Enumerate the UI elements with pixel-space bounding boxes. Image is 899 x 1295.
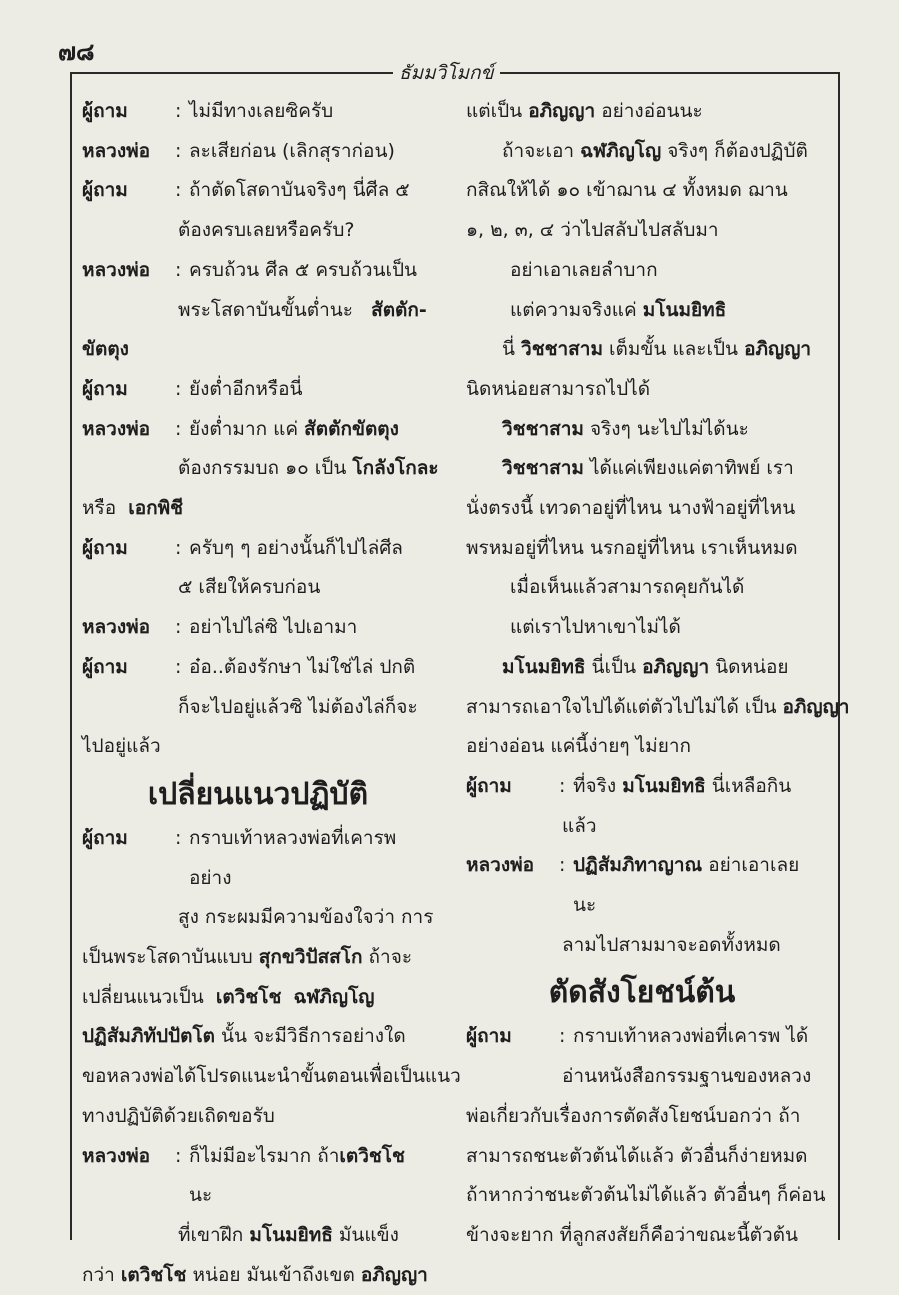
dialogue-text: ก็ไม่มีอะไรมาก ถ้าเตวิชโช นะ xyxy=(189,1144,405,1207)
dialogue-continuation: เปลี่ยนแนวเป็น เตวิชโช ฉฬภิญโญ xyxy=(82,985,375,1008)
left-column xyxy=(82,92,461,1295)
bold-term: อภิญญา xyxy=(782,695,850,718)
paragraph-line: ถ้าจะเอา ฉฬภิญโญ จริงๆ ก็ต้องปฏิบัติ xyxy=(502,139,808,162)
bold-term: ฉฬภิญโญ xyxy=(580,139,662,162)
bold-term: โกลังโกละ xyxy=(352,457,439,480)
dialogue-continuation: ทางปฏิบัติด้วยเถิดขอรับ xyxy=(82,1104,275,1127)
dialogue-line: หลวงพ่อ : ครบถ้วน ศีล ๕ ครบถ้วนเป็น xyxy=(82,251,434,291)
dialogue-line: หลวงพ่อ : ก็ไม่มีอะไรมาก ถ้าเตวิชโช นะ xyxy=(82,1137,434,1216)
paragraph-line: มโนมยิทธิ นี่เป็น อภิญญา นิดหน่อย xyxy=(502,655,789,678)
bold-term: มโนมยิทธิ xyxy=(622,774,706,797)
dialogue-text: ถ้าตัดโสดาบันจริงๆ นี่ศีล ๕ xyxy=(189,179,410,202)
paragraph-line: แต่เป็น อภิญญา อย่างอ่อนนะ xyxy=(466,100,703,122)
bold-term: มโนมยิทธิ xyxy=(502,655,586,678)
bold-term: อภิญญา xyxy=(744,338,812,361)
speaker-label: ผู้ถาม xyxy=(466,774,512,797)
paragraph-line: นั่งตรงนี้ เทวดาอยู่ที่ไหน นางฟ้าอยู่ที่ไหน xyxy=(466,497,796,520)
bold-term: อภิญญา xyxy=(360,1263,428,1286)
bold-term: วิชชาสาม xyxy=(502,457,584,480)
dialogue-line: ผู้ถาม : ที่จริง มโนมยิทธิ นี่เหลือกิน xyxy=(466,767,818,807)
dialogue-continuation: พระโสดาบันขั้นต่ำนะ สัตตัก- xyxy=(178,298,427,321)
bold-term: สุกขวิปัสสโก xyxy=(258,946,363,969)
bold-term: อภิญญา xyxy=(642,655,710,678)
bold-term: สัตตัก- xyxy=(371,298,427,321)
dialogue-text: กราบเท้าหลวงพ่อที่เคารพอย่าง xyxy=(189,826,397,889)
dialogue-continuation: แล้ว xyxy=(562,814,597,837)
dialogue-line: ผู้ถาม : กราบเท้าหลวงพ่อที่เคารพอย่าง xyxy=(82,819,434,898)
dialogue-text: ที่จริง มโนมยิทธิ นี่เหลือกิน xyxy=(573,774,792,797)
dialogue-continuation xyxy=(82,330,434,370)
bold-term: สัตตักขัตตุง xyxy=(304,417,399,440)
paragraph-line: แต่ความจริงแค่ มโนมยิทธิ xyxy=(510,298,727,321)
dialogue-continuation: สูง กระผมมีความข้องใจว่า การ xyxy=(178,906,434,929)
dialogue-text: ไม่มีทางเลยซิครับ xyxy=(189,100,334,122)
dialogue-line: หลวงพ่อ : ปฏิสัมภิทาญาณ อย่าเอาเลยนะ xyxy=(466,846,818,925)
dialogue-text: อ๋อ..ต้องรักษา ไม่ใช่ไล่ ปกติ xyxy=(189,655,416,678)
dialogue-continuation: พ่อเกี่ยวกับเรื่องการตัดสังโยชน์บอกว่า ถ้า xyxy=(466,1104,801,1127)
dialogue-line: ผู้ถาม : ถ้าตัดโสดาบันจริงๆ นี่ศีล ๕ xyxy=(82,171,434,211)
dialogue-line: ผู้ถาม : อ๋อ..ต้องรักษา ไม่ใช่ไล่ ปกติ xyxy=(82,648,434,688)
speaker-label: หลวงพ่อ xyxy=(466,854,535,877)
speaker-label: หลวงพ่อ xyxy=(82,258,151,281)
bold-term: มโนมยิทธิ xyxy=(249,1223,333,1246)
dialogue-line: หลวงพ่อ : อย่าไปไล่ซิ ไปเอามา xyxy=(82,608,434,648)
speaker-label: ผู้ถาม xyxy=(82,179,128,202)
dialogue-line: หลวงพ่อ : ละเสียก่อน (เลิกสุราก่อน) xyxy=(82,132,434,172)
dialogue-line: ผู้ถาม : กราบเท้าหลวงพ่อที่เคารพ ได้ xyxy=(466,1017,818,1057)
dialogue-text: ยังต่ำอีกหรือนี่ xyxy=(189,377,303,400)
dialogue-text: ละเสียก่อน (เลิกสุราก่อน) xyxy=(189,139,395,162)
dialogue-continuation: ถ้าหากว่าชนะตัวต้นไม่ได้แล้ว ตัวอื่นๆ ก็ค่อน xyxy=(466,1184,826,1207)
section-heading: เปลี่ยนแนวปฏิบัติ xyxy=(147,776,369,812)
dialogue-text: ครับๆ ๆ อย่างนั้นก็ไปไล่ศีล xyxy=(189,536,403,559)
dialogue-continuation: ที่เขาฝึก มโนมยิทธิ มันแข็ง xyxy=(178,1223,399,1246)
bold-term: เตวิชโช xyxy=(339,1144,405,1167)
dialogue-line: ผู้ถาม : ครับๆ ๆ อย่างนั้นก็ไปไล่ศีล xyxy=(82,529,434,569)
bold-term: ปฏิสัมภิทาญาณ xyxy=(573,854,703,877)
bold-term: เอกพิชี xyxy=(128,497,184,520)
speaker-label: ผู้ถาม xyxy=(466,1025,512,1048)
dialogue-text: ครบถ้วน ศีล ๕ ครบถ้วนเป็น xyxy=(189,258,418,281)
paragraph-line: อย่าเอาเลยลำบาก xyxy=(510,258,658,281)
bold-term: วิชชาสาม xyxy=(521,338,603,361)
bold-term: วิชชาสาม xyxy=(502,417,584,440)
dialogue-continuation: เป็นพระโสดาบันแบบ สุกขวิปัสสโก ถ้าจะ xyxy=(82,946,413,969)
dialogue-continuation: กว่า เตวิชโช หน่อย มันเข้าถึงเขต อภิญญา xyxy=(82,1263,428,1286)
right-column xyxy=(466,92,850,1256)
paragraph-line: กสิณให้ได้ ๑๐ เข้าฌาน ๔ ทั้งหมด ฌาน xyxy=(466,179,788,202)
speaker-label: ผู้ถาม xyxy=(82,655,128,678)
bold-term: ขัตตุง xyxy=(82,338,129,361)
dialogue-continuation: ขอหลวงพ่อได้โปรดแนะนำขั้นตอนเพื่อเป็นแนว xyxy=(82,1065,461,1088)
page-number: ๗๘ xyxy=(58,38,95,66)
dialogue-continuation: ๕ เสียให้ครบก่อน xyxy=(178,576,321,599)
paragraph-line: ๑, ๒, ๓, ๔ ว่าไปสลับไปสลับมา xyxy=(466,219,719,242)
speaker-label: ผู้ถาม xyxy=(82,536,128,559)
running-header: ธัมมวิโมกข์ xyxy=(393,58,500,88)
dialogue-line: หลวงพ่อ : ยังต่ำมาก แค่ สัตตักขัตตุง xyxy=(82,410,434,450)
bold-term: เตวิชโช xyxy=(120,1263,187,1286)
paragraph-line: นี่ วิชชาสาม เต็มขั้น และเป็น อภิญญา xyxy=(502,338,812,361)
paragraph-line: สามารถเอาใจไปได้แต่ตัวไปไม่ได้ เป็น อภิญญา xyxy=(466,695,850,718)
speaker-label: หลวงพ่อ xyxy=(82,417,151,440)
dialogue-text: กราบเท้าหลวงพ่อที่เคารพ ได้ xyxy=(573,1025,809,1048)
paragraph-line: วิชชาสาม ได้แค่เพียงแค่ตาทิพย์ เรา xyxy=(502,457,794,480)
speaker-label: หลวงพ่อ xyxy=(82,139,151,162)
dialogue-line: ผู้ถาม : ไม่มีทางเลยซิครับ xyxy=(82,92,434,132)
dialogue-continuation: สามารถชนะตัวต้นได้แล้ว ตัวอื่นก็ง่ายหมด xyxy=(466,1144,808,1167)
bold-term: มโนมยิทธิ xyxy=(642,298,727,321)
section-heading: ตัดสังโยชน์ต้น xyxy=(548,975,736,1011)
paragraph-line: วิชชาสาม จริงๆ นะไปไม่ได้นะ xyxy=(502,417,749,440)
speaker-label: หลวงพ่อ xyxy=(82,616,151,639)
speaker-label: ผู้ถาม xyxy=(82,377,128,400)
dialogue-continuation: ลามไปสามมาจะอดทั้งหมด xyxy=(562,933,781,956)
dialogue-text: ยังต่ำมาก แค่ สัตตักขัตตุง xyxy=(189,417,399,440)
paragraph-line: นิดหน่อยสามารถไปได้ xyxy=(466,377,651,400)
dialogue-line: ผู้ถาม : ยังต่ำอีกหรือนี่ xyxy=(82,370,434,410)
paragraph-line: อย่างอ่อน แค่นี้ง่ายๆ ไม่ยาก xyxy=(466,735,691,758)
dialogue-continuation: ต้องกรรมบถ ๑๐ เป็น โกลังโกละ xyxy=(178,457,439,480)
bold-term: เตวิชโช xyxy=(215,985,282,1008)
paragraph-line: พรหมอยู่ที่ไหน นรกอยู่ที่ไหน เราเห็นหมด xyxy=(466,536,798,559)
speaker-label: ผู้ถาม xyxy=(82,100,128,122)
paragraph-line: เมื่อเห็นแล้วสามารถคุยกันได้ xyxy=(510,576,745,599)
dialogue-continuation: ก็จะไปอยู่แล้วซิ ไม่ต้องไล่ก็จะ xyxy=(178,695,418,718)
dialogue-continuation: ปฏิสัมภิทัปปัตโต นั้น จะมีวิธีการอย่างใด xyxy=(82,1025,406,1048)
bold-term: ฉฬภิญโญ xyxy=(293,985,375,1008)
dialogue-continuation: ไปอยู่แล้ว xyxy=(82,735,161,758)
bold-term: อภิญญา xyxy=(528,100,596,122)
speaker-label: ผู้ถาม xyxy=(82,826,128,849)
bold-term: ปฏิสัมภิทัปปัตโต xyxy=(82,1025,215,1048)
dialogue-continuation: หรือ เอกพิชี xyxy=(82,497,184,520)
dialogue-continuation: ข้างจะยาก ที่ลูกสงสัยก็คือว่าขณะนี้ตัวต้น xyxy=(466,1223,798,1246)
dialogue-continuation: ต้องครบเลยหรือครับ? xyxy=(178,219,355,242)
dialogue-continuation: อ่านหนังสือกรรมฐานของหลวง xyxy=(562,1065,812,1088)
speaker-label: หลวงพ่อ xyxy=(82,1144,151,1167)
dialogue-text: อย่าไปไล่ซิ ไปเอามา xyxy=(189,616,358,639)
dialogue-text: ปฏิสัมภิทาญาณ อย่าเอาเลยนะ xyxy=(573,854,800,917)
paragraph-line: แต่เราไปหาเขาไม่ได้ xyxy=(510,616,681,639)
